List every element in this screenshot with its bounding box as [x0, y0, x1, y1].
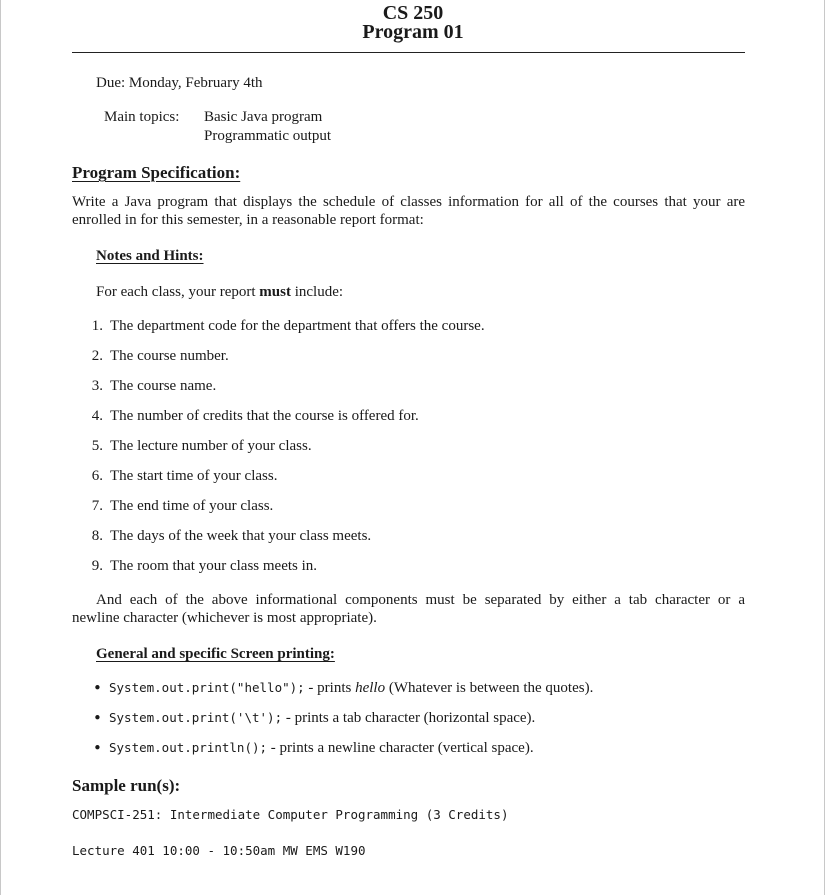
- topic-item: Basic Java program: [204, 109, 323, 125]
- bullet-icon: •: [93, 679, 102, 697]
- spec-line: Write a Java program that displays the schedule of classes information for all of the courses that your are: [72, 194, 745, 210]
- sample-output-line: COMPSCI-251: Intermediate Computer Programming (3 Credits): [72, 807, 509, 822]
- due-date: Due: Monday, February 4th: [96, 75, 263, 91]
- list-item-number: 5.: [91, 438, 103, 454]
- spec-paragraph: [72, 193, 745, 229]
- list-item-number: 6.: [91, 468, 103, 484]
- printing-item: System.out.print('\t'); - prints a tab character (horizontal space).: [109, 710, 536, 726]
- list-item: The room that your class meets in.: [110, 558, 318, 574]
- list-item: The lecture number of your class.: [110, 438, 312, 454]
- course-title: CS 250: [382, 2, 444, 24]
- list-item: The course name.: [110, 378, 217, 394]
- list-item: The number of credits that the course is offered for.: [110, 408, 419, 424]
- list-item-number: 4.: [91, 408, 103, 424]
- closing-line: And each of the above informational components must be separated by either a tab character or a: [96, 592, 745, 608]
- closing-line: newline character (whichever is most appropriate).: [72, 610, 377, 626]
- printing-item: System.out.println(); - prints a newline character (vertical space).: [109, 740, 534, 756]
- list-item-number: 8.: [91, 528, 103, 544]
- topics-label: Main topics:: [104, 109, 180, 125]
- spec-line: enrolled in for this semester, in a reasonable report format:: [72, 212, 424, 228]
- notes-heading: Notes and Hints:: [96, 248, 204, 264]
- list-item: The department code for the department that offers the course.: [110, 318, 485, 334]
- list-item-number: 7.: [91, 498, 103, 514]
- spec-heading: Program Specification:: [72, 163, 241, 182]
- list-item-number: 2.: [91, 348, 103, 364]
- sample-output-line: Lecture 401 10:00 - 10:50am MW EMS W190: [72, 843, 366, 858]
- program-title: Program 01: [362, 21, 464, 43]
- list-item-number: 3.: [91, 378, 103, 394]
- list-item-number: 1.: [91, 318, 103, 334]
- bullet-icon: •: [93, 709, 102, 727]
- sample-heading: Sample run(s):: [72, 776, 181, 795]
- list-item: The end time of your class.: [110, 498, 274, 514]
- list-item: The course number.: [110, 348, 229, 364]
- list-item-number: 9.: [91, 558, 103, 574]
- list-item: The start time of your class.: [110, 468, 278, 484]
- notes-intro: For each class, your report must include:: [96, 284, 344, 300]
- printing-heading: General and specific Screen printing:: [96, 646, 335, 662]
- list-item: The days of the week that your class meets.: [110, 528, 372, 544]
- closing-paragraph: [72, 591, 745, 627]
- title-rule: [72, 52, 745, 53]
- bullet-icon: •: [93, 739, 102, 757]
- topic-item: Programmatic output: [204, 128, 332, 144]
- printing-item: System.out.print("hello"); - prints hello (Whatever is between the quotes).: [109, 680, 594, 696]
